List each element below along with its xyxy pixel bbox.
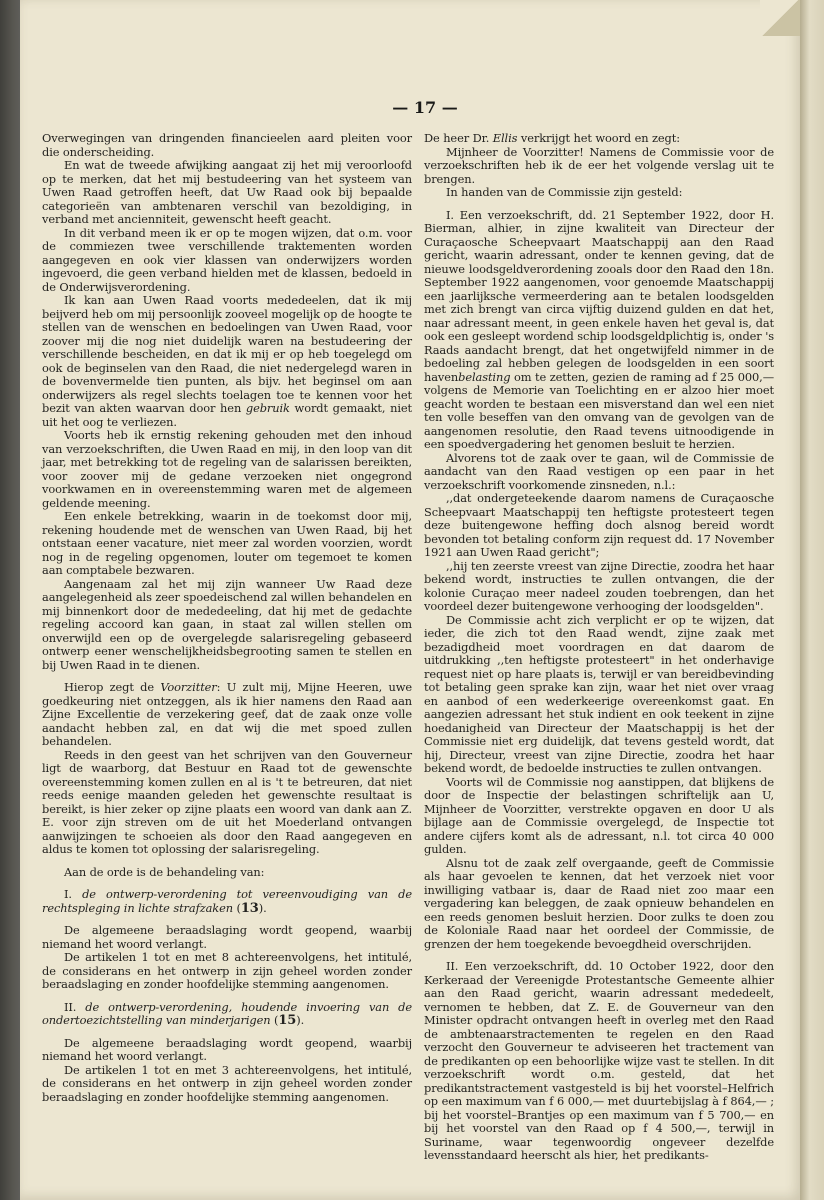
- left-column: [42, 132, 412, 1104]
- item-reference: 15: [278, 1013, 297, 1028]
- text-run: I. Een verzoekschrift, dd. 21 September 1922, door H. Bierman, alhier, in zijne kwaliteit van Directeur der Curaçaosche Scheepvaart Maatschappij aan den Raad gericht, waarin adressant, onder te kennen geving, dat de nieuwe loodsgeldverordening zooals door den Raad den 18n. September 1922 aangenomen, voor genoemde Maatschappij een jaarlijksche vermeerdering aan te betalen loodsgelden met zich brengt van circa vijftig duizend gulden en dat het, naar adressant meent, in geen enkele haven het geval is, dat ook een gesleept wordend schip loodsgeldplichtig is, onder 's Raads aandacht brengt, dat het ongetwijfeld nimmer in de bedoeling zal hebben gelegen de loodsgelden in een soort haven: [424, 207, 774, 384]
- paragraph: De artikelen 1 tot en met 3 achtereenvolgens, het intitulé, de considerans en het ontwerp in zijn geheel worden zonder beraadslaging en zonder hoofdelijke stemming aangenomen.: [42, 1062, 412, 1104]
- paragraph: [42, 294, 412, 429]
- emphasis: gebruik: [245, 401, 290, 415]
- text-run: om te zetten, gezien de raming ad f 25 000,— volgens de Memorie van Toelichting en er alzoo hier moet geacht worden te bestaan een misverstand dan wel een niet ten volle beseffen van den omvang van de gevolgen van de aangenomen resolutie, den Raad tevens uitnoodigende in een spoedvergadering het genomen besluit te herzien.: [424, 369, 774, 451]
- paragraph: Alsnu tot de zaak zelf overgaande, geeft de Commissie als haar gevoelen te kennen, dat het verzoek niet voor inwilliging vatbaar is, daar de Raad niet zoo maar een vergadering kan beleggen, de zaak opnieuw behandelen en een reeds genomen besluit herzien. Door zulks te doen zou de Koloniale Raad naar het oordeel der Commissie, de grenzen der hem toegekende bevoegdheid overschrijden.: [424, 855, 774, 951]
- page-corner-fold: [760, 0, 800, 36]
- paragraph: Voorts heb ik ernstig rekening gehouden met den inhoud van verzoekschriften, die Uwen Raad en mij, in den loop van dit jaar, met betrekking tot de regeling van de salarissen bereikten, voor zoover mij de gedane verzoeken niet ongegrond voorkwamen en in overeenstemming waren met de algemeen geldende meening.: [42, 428, 412, 510]
- text-run: verkrijgt het woord en zegt:: [520, 131, 680, 145]
- text-run: U zult mij, Mijne Heeren, uwe goedkeuring niet ontzeggen, als ik hier namens den Raad aan Zijne Excellentie de verzekering geef, dat de zaak onze volle aandacht hebben zal, en dat wij die met spoed zullen behandelen.: [42, 680, 412, 748]
- paragraph: Overwegingen van dringenden financieelen aard pleiten voor die onderscheiding.: [42, 131, 412, 159]
- speaker-name: Voorzitter: [160, 680, 217, 694]
- paragraph: In handen van de Commissie zijn gesteld:: [446, 185, 683, 199]
- speaker-name: Ellis: [492, 131, 518, 145]
- book-spine-shadow: [0, 0, 20, 1200]
- paragraph: Aangenaam zal het mij zijn wanneer Uw Raad deze aangelegenheid als zeer spoedeischend zal willen behandelen en mij binnenkort door de mededeeling, dat hij met de gedachte regeling accoord kan gaan, in staat zal willen stellen om onverwijld een op de overgelegde salarisregeling gebaseerd ontwerp eener wenschelijkheidsbegrooting samen te stellen en bij Uwen Raad in te dienen.: [42, 576, 412, 672]
- paragraph: Hierop zegt de Voorzitter: U zult mij, Mijne Heeren, uwe goedkeuring niet ontzeggen, als ik hier namens den Raad aan Zijne Excellentie de verzekering geef, dat de zaak onze volle aandacht hebben zal, en dat wij die met spoed zullen behandelen.: [42, 680, 412, 748]
- emphasis: belasting: [458, 369, 511, 384]
- paragraph: Reeds in den geest van het schrijven van den Gouverneur ligt de waarborg, dat Bestuur en Raad tot de gewenschte overeenstemming komen zullen en al is 't te betreuren, dat niet reeds eenige maanden geleden het gewenschte resultaat is bereikt, is hier zeker op zijne plaats een woord van dank aan Z. E. voor zijn streven om de uit het Moederland ontvangen aanwijzingen te schoeien als door den Raad aangegeven en aldus te komen tot oplossing der salarisregeling.: [42, 747, 412, 856]
- text-run: Hierop zegt de: [64, 680, 154, 694]
- text-run: Ik kan aan Uwen Raad voorts mededeelen, dat ik mij beijverd heb om mij persoonlijk zooveel mogelijk op de hoogte te stellen van de wenschen en bedoelingen van Uwen Raad, voor zoover mij die nog niet duidelijk waren na bestudeering der verschillende bescheiden, en dat ik mij er op heb toegelegd om ook de beginselen van den Raad, die niet nedergelegd waren in de bovenvermelde tien punten, als bijv. het beginsel om aan onderwijzers als regel slechts toelagen toe te kennen voor het bezit van akten waarvan door hen: [42, 293, 412, 415]
- paragraph: In dit verband meen ik er op te mogen wijzen, dat o.m. voor de commiezen twee verschillende traktementen worden aangegeven en ook vier klassen van onderwijzers worden ingevoerd, die geen verband hielden met de klassen, bedoeld in de Onderwijsverordening.: [42, 225, 412, 294]
- paragraph: Een enkele betrekking, waarin in de toekomst door mij, rekening houdende met de wenschen van Uwen Raad, bij het ontstaan eener vacature, niet meer zal worden voorzien, wordt nog in de regeling opgenomen, louter om tegemoet te komen aan comptabele bezwaren.: [42, 509, 412, 577]
- agenda-item: II. de ontwerp-verordening, houdende invoering van de ondertoezichtstelling van minderjarigen (15).: [42, 999, 412, 1028]
- right-column: [424, 132, 774, 1163]
- paragraph: En wat de tweede afwijking aangaat zij het mij veroorloofd op te merken, dat het mij bestudeering van het systeem van Uwen Raad getroffen heeft, dat Uw Raad ook bij bepaalde categorieën van ambtenaren verschil van bezoldiging, in verband met ancienniteit, gewenscht heeft geacht.: [42, 158, 412, 226]
- item-reference: 13: [240, 900, 259, 916]
- paragraph: De algemeene beraadslaging wordt geopend, waarbij niemand het woord verlangt.: [42, 1035, 412, 1063]
- paragraph: II. Een verzoekschrift, dd. 10 October 1922, door den Kerkeraad der Vereenigde Protestantsche Gemeente alhier aan den Raad gericht, waarin adressant mededeelt, vernomen te hebben, dat Z. E. de Gouverneur van den Minister opdracht ontvangen heeft in overleg met den Raad de ambtenaarstractementen te regelen en den Raad verzocht den Gouverneur te adviseeren het tractement van de predikanten op een behoorlijke wijze vast te stellen. In dit verzoekschrift wordt o.m. gesteld, dat het predikantstractement vastgesteld is bij het voorstel–Helfrich op een maximum van f 6 000,— met duurtebijslag à f 864,— ; bij het voorstel–Brantjes op een maximum van f 5 700,— en bij het voorstel van den Raad op f 4 500,—, terwijl in Suriname, waar tegenwoordig ongeveer dezelfde levensstandaard heerscht als hier, het predikants-: [424, 959, 774, 1162]
- agenda-item: I. de ontwerp-verordening tot vereenvoudiging van de rechtspleging in lichte strafzaken (13).: [42, 887, 412, 916]
- page-number: — 17 —: [392, 98, 458, 117]
- paragraph: Voorts wil de Commissie nog aanstippen, dat blijkens de door de Inspectie der belastingen schriftelijk aan U, Mijnheer de Voorzitter, verstrekte opgaven en door U als bijlage aan de Commissie overgelegd, de Inspectie tot andere cijfers komt als de adressant, n.l. tot circa 40 000 gulden.: [424, 774, 774, 856]
- paragraph: De Commissie acht zich verplicht er op te wijzen, dat ieder, die zich tot den Raad wendt, zijne zaak met bezadigdheid moet voordragen en dat daarom de uitdrukking ,,ten heftigste protesteert" in het onderhavige request niet op hare plaats is, terwijl er van bereidbevinding tot betaling geen sprake kan zijn, waar het niet over vraag en aanbod of een wederkeerige overeenkomst gaat. En aangezien adressant het stuk indient en ook teekent in zijne hoedanigheid van Directeur der Maatschappij is het der Commissie niet erg duidelijk, dat tevens gesteld wordt, dat hij, Directeur, vreest van zijne Directie, zoodra het haar bekend wordt, de bedoelde instructies te zullen ontvangen.: [424, 612, 774, 775]
- text-run: De heer Dr.: [424, 131, 490, 145]
- adjacent-page-edge: [800, 0, 824, 1200]
- paragraph: De artikelen 1 tot en met 8 achtereenvolgens, het intitulé, de considerans en het ontwerp in zijn geheel worden zonder beraadslaging en zonder hoofdelijke stemming aangenomen.: [42, 950, 412, 991]
- item-title: de ontwerp-verordening tot vereenvoudiging van de rechtspleging in lichte strafzaken: [42, 887, 412, 915]
- quotation: ,,dat ondergeteekende daarom namens de Curaçaosche Scheepvaart Maatschappij ten heftigste protesteert tegen deze buitengewone heffing doch alsnog bereid wordt bevonden tot betaling conform zijn request dd. 17 November 1921 aan Uwen Raad gericht";: [424, 491, 774, 559]
- paragraph: Mijnheer de Voorzitter! Namens de Commissie voor de verzoekschriften heb ik de eer het volgende verslag uit te brengen.: [424, 144, 774, 186]
- agenda-heading: Aan de orde is de behandeling van:: [64, 864, 265, 879]
- paragraph: [424, 209, 774, 452]
- paragraph: Alvorens tot de zaak over te gaan, wil de Commissie de aandacht van den Raad vestigen op een paar in het verzoekschrift voorkomende zinsneden, n.l.:: [424, 450, 774, 492]
- paragraph: [424, 132, 774, 146]
- item-title: de ontwerp-verordening, houdende invoering van de ondertoezichtstelling van minderjarigen: [42, 999, 412, 1027]
- item-number: II.: [64, 999, 77, 1014]
- paragraph: De algemeene beraadslaging wordt geopend, waarbij niemand het woord verlangt.: [42, 923, 412, 951]
- item-number: I.: [64, 887, 72, 901]
- quotation: ,,hij ten zeerste vreest van zijne Directie, zoodra het haar bekend wordt, instructies te zullen ontvangen, die der kolonie Curaçao meer nadeel zouden toebrengen, dan het voordeel dezer buitengewone verhooging der loodsgelden".: [424, 558, 774, 613]
- text-run: wordt gemaakt, niet uit het oog te verliezen.: [42, 401, 412, 429]
